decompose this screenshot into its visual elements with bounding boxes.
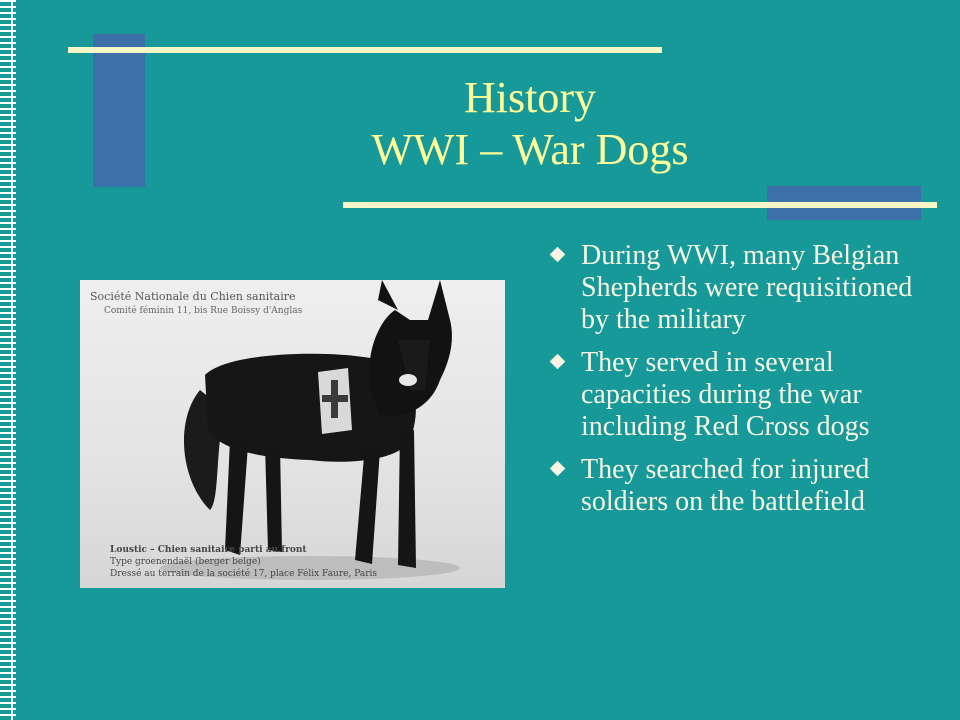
bullet-item: [547, 240, 947, 336]
decorative-line-bottom: [343, 202, 937, 208]
bullet-item: [547, 454, 947, 518]
photo-caption-bottom-line-1: Loustic – Chien sanitaire parti au front: [110, 545, 307, 555]
decorative-line-top: [68, 47, 662, 53]
bullet-item: [547, 347, 947, 443]
diamond-bullet-icon: [550, 247, 566, 263]
bullet-list: [547, 240, 947, 529]
photo-caption-top-subtitle: Comité féminin 11, bis Rue Boissy d'Anglas: [104, 306, 303, 316]
photo-caption-top: [90, 290, 302, 318]
bullet-text: They searched for injured soldiers on the battlefield: [581, 454, 870, 517]
photo-caption-top-title: Société Nationale du Chien sanitaire: [90, 290, 296, 303]
photo-caption-bottom-line-2: Type groenendaël (berger belge): [110, 557, 261, 567]
slide-title: [120, 72, 940, 176]
photo-caption-bottom-line-3: Dressé au terrain de la société 17, place Félix Faure, Paris: [110, 569, 378, 579]
diamond-bullet-icon: [550, 461, 566, 477]
left-stripe-decoration: [0, 0, 16, 720]
title-line-2: WWI – War Dogs: [371, 125, 689, 174]
bullet-text: During WWI, many Belgian Shepherds were requisitioned by the military: [581, 240, 913, 335]
dog-illustration: [80, 280, 505, 588]
diamond-bullet-icon: [550, 354, 566, 370]
photo-caption-bottom: [110, 544, 377, 580]
title-line-1: History: [464, 73, 596, 122]
bullet-text: They served in several capacities during the war including Red Cross dogs: [581, 347, 870, 442]
dog-photo: [80, 280, 505, 588]
